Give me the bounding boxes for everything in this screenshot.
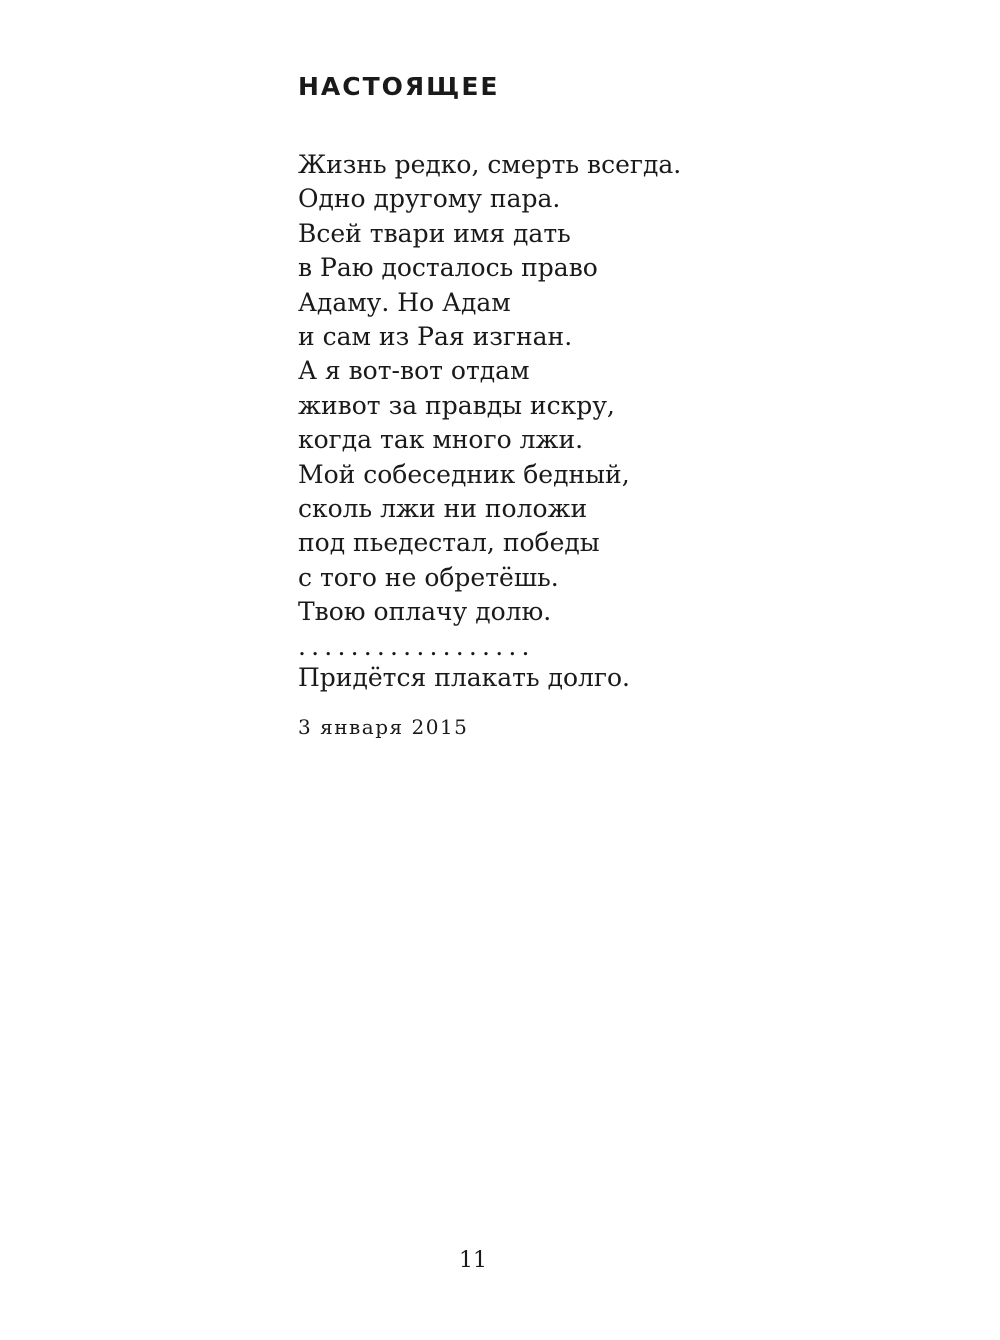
poem-line: А я вот-вот отдам: [298, 356, 530, 386]
page-number: 11: [459, 1248, 487, 1273]
poem-date: 3 января 2015: [298, 714, 469, 739]
poem-line: под пьедестал, победы: [298, 528, 600, 558]
poem-line: с того не обретёшь.: [298, 562, 559, 592]
poem-line: Одно другому пара.: [298, 184, 561, 214]
poem-stanza: [298, 148, 898, 630]
poem: [298, 70, 898, 742]
poem-line: Жизнь редко, смерть всегда.: [298, 150, 682, 179]
poem-line: Твою оплачу долю.: [298, 597, 552, 627]
poem-final-line: Придётся плакать долго.: [298, 662, 630, 692]
poem-line: Мой собеседник бедный,: [298, 459, 630, 489]
poem-line: и сам из Рая изгнан.: [298, 322, 573, 352]
poem-line: сколь лжи ни положи: [298, 494, 588, 524]
poem-line: в Раю досталось право: [298, 253, 598, 283]
poem-line: Адаму. Но Адам: [298, 287, 511, 317]
poem-title: НАСТОЯЩЕЕ: [298, 72, 500, 101]
poem-line: живот за правды искру,: [298, 390, 615, 420]
poem-line: Всей твари имя дать: [298, 218, 571, 248]
poem-line: когда так много лжи.: [298, 425, 584, 455]
poem-ellipsis: ..................: [298, 631, 535, 660]
